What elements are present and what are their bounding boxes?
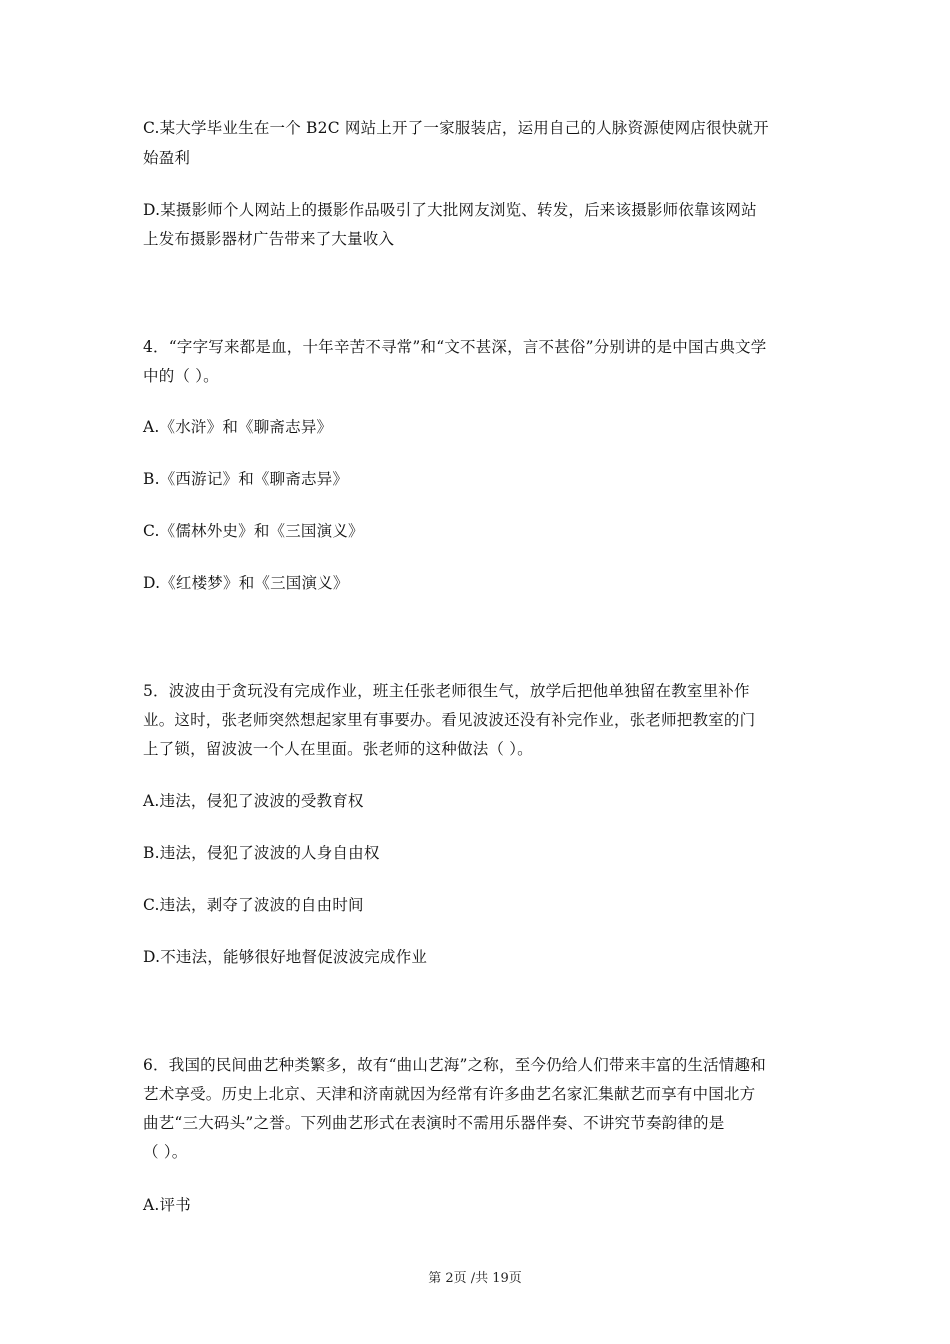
q5-option-a: A.违法，侵犯了波波的受教育权 [143,792,364,810]
q3-option-d-line-2: 上发布摄影器材广告带来了大量收入 [143,230,395,248]
q4-stem-line-1: 4．“字字写来都是血，十年辛苦不寻常”和“文不甚深，言不甚俗”分别讲的是中国古典文学 [143,338,767,356]
q6-option-a: A.评书 [143,1196,191,1214]
q3-option-c-line-2: 始盈利 [143,149,191,167]
q6-stem-line-2: 艺术享受。历史上北京、天津和济南就因为经常有许多曲艺名家汇集献艺而享有中国北方 [143,1085,756,1103]
q6-stem-line-3: 曲艺“三大码头”之誉。下列曲艺形式在表演时不需用乐器伴奏、不讲究节奏韵律的是 [143,1114,725,1132]
q3-option-d-line-1: D.某摄影师个人网站上的摄影作品吸引了大批网友浏览、转发，后来该摄影师依靠该网站 [143,201,757,219]
q5-option-c: C.违法，剥夺了波波的自由时间 [143,896,364,914]
q4-option-d: D.《红楼梦》和《三国演义》 [143,574,349,592]
q5-stem-line-3: 上了锁，留波波一个人在里面。张老师的这种做法（ ）。 [143,740,533,758]
q3-option-c-line-1: C.某大学毕业生在一个 B2C 网站上开了一家服装店，运用自己的人脉资源使网店很快就开 [143,119,769,137]
q5-stem-line-2: 业。这时，张老师突然想起家里有事要办。看见波波还没有补完作业，张老师把教室的门 [143,711,756,729]
q5-option-d: D.不违法，能够很好地督促波波完成作业 [143,948,428,966]
q6-stem-line-4: （ ）。 [143,1143,188,1161]
q4-option-c: C.《儒林外史》和《三国演义》 [143,522,364,540]
q6-stem-line-1: 6．我国的民间曲艺种类繁多，故有“曲山艺海”之称，至今仍给人们带来丰富的生活情趣和 [143,1056,766,1074]
q4-option-b: B.《西游记》和《聊斋志异》 [143,470,349,488]
page-number: 第 2页 /共 19页 [428,1271,522,1286]
q5-option-b: B.违法，侵犯了波波的人身自由权 [143,844,380,862]
q5-stem-line-1: 5．波波由于贪玩没有完成作业，班主任张老师很生气，放学后把他单独留在教室里补作 [143,682,750,700]
q4-stem-line-2: 中的（ ）。 [143,367,219,385]
q4-option-a: A.《水浒》和《聊斋志异》 [143,418,333,436]
